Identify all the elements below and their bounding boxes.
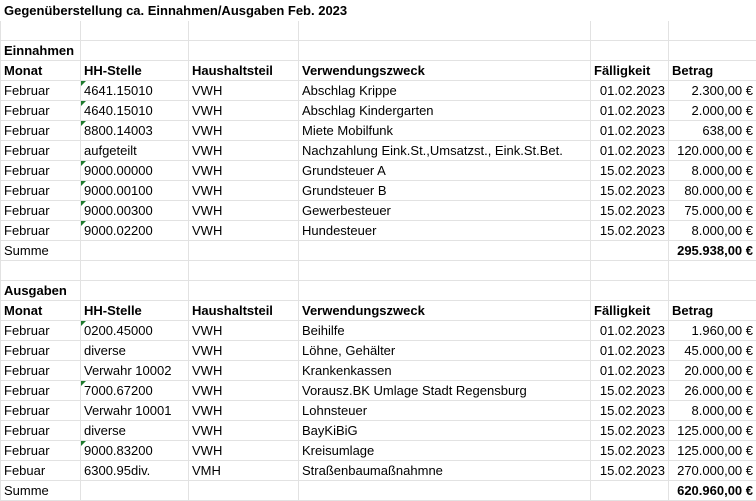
betrag-cell[interactable]: 270.000,00 € xyxy=(669,461,756,481)
haushaltsteil-cell[interactable]: VWH xyxy=(189,161,299,181)
table-row xyxy=(1,141,756,161)
section-label[interactable]: Einnahmen xyxy=(1,41,81,61)
sum-value[interactable]: 620.960,00 € xyxy=(669,481,756,501)
verwendungszweck-cell[interactable]: Nachzahlung Eink.St.,Umsatzst., Eink.St.Bet. xyxy=(299,141,591,161)
hh-stelle-cell[interactable] xyxy=(81,101,189,121)
faelligkeit-cell[interactable]: 15.02.2023 xyxy=(591,161,669,181)
verwendungszweck-cell[interactable]: Miete Mobilfunk xyxy=(299,121,591,141)
table-row xyxy=(1,121,756,141)
empty-cell[interactable] xyxy=(299,481,591,501)
table-row xyxy=(1,321,756,341)
verwendungszweck-cell[interactable]: Löhne, Gehälter xyxy=(299,341,591,361)
cell-text: 9000.00000 xyxy=(84,163,153,178)
faelligkeit-cell[interactable]: 01.02.2023 xyxy=(591,141,669,161)
section-label[interactable]: Ausgaben xyxy=(1,281,81,301)
hh-stelle-cell[interactable] xyxy=(81,221,189,241)
column-header[interactable]: Betrag xyxy=(669,301,756,321)
hh-stelle-cell[interactable] xyxy=(81,201,189,221)
betrag-cell[interactable]: 125.000,00 € xyxy=(669,421,756,441)
betrag-cell[interactable]: 1.960,00 € xyxy=(669,321,756,341)
faelligkeit-cell[interactable]: 15.02.2023 xyxy=(591,421,669,441)
month-cell[interactable]: Februar xyxy=(1,81,81,101)
empty-cell[interactable] xyxy=(591,41,669,61)
month-cell[interactable]: Februar xyxy=(1,201,81,221)
table-row xyxy=(1,401,756,421)
header-row xyxy=(1,61,756,81)
betrag-cell[interactable]: 8.000,00 € xyxy=(669,401,756,421)
faelligkeit-cell[interactable]: 15.02.2023 xyxy=(591,381,669,401)
month-cell[interactable]: Februar xyxy=(1,401,81,421)
empty-cell[interactable] xyxy=(81,481,189,501)
verwendungszweck-cell[interactable]: Straßenbaumaßnahmne xyxy=(299,461,591,481)
betrag-cell[interactable]: 2.300,00 € xyxy=(669,81,756,101)
month-cell[interactable]: Februar xyxy=(1,181,81,201)
table-row xyxy=(1,201,756,221)
empty-cell[interactable] xyxy=(189,41,299,61)
header-row xyxy=(1,301,756,321)
month-cell[interactable]: Februar xyxy=(1,221,81,241)
betrag-cell[interactable]: 120.000,00 € xyxy=(669,141,756,161)
comment-indicator-icon xyxy=(81,321,86,326)
empty-cell[interactable] xyxy=(81,241,189,261)
table-row xyxy=(1,381,756,401)
verwendungszweck-cell[interactable]: Abschlag Krippe xyxy=(299,81,591,101)
faelligkeit-cell[interactable]: 15.02.2023 xyxy=(591,181,669,201)
empty-cell[interactable] xyxy=(189,21,299,41)
hh-stelle-cell[interactable]: Verwahr 10001 xyxy=(81,401,189,421)
empty-cell[interactable] xyxy=(189,261,299,281)
cell-text: 8800.14003 xyxy=(84,123,153,138)
betrag-cell[interactable]: 2.000,00 € xyxy=(669,101,756,121)
empty-cell[interactable] xyxy=(189,241,299,261)
empty-cell[interactable] xyxy=(669,281,756,301)
haushaltsteil-cell[interactable]: VWH xyxy=(189,421,299,441)
cell-text: 4641.15010 xyxy=(84,83,153,98)
verwendungszweck-cell[interactable]: BayKiBiG xyxy=(299,421,591,441)
cell-text: 9000.02200 xyxy=(84,223,153,238)
spacer-row xyxy=(1,21,756,41)
haushaltsteil-cell[interactable]: VWH xyxy=(189,101,299,121)
hh-stelle-cell[interactable] xyxy=(81,441,189,461)
column-header[interactable]: HH-Stelle xyxy=(81,301,189,321)
empty-cell[interactable] xyxy=(591,21,669,41)
haushaltsteil-cell[interactable]: VWH xyxy=(189,141,299,161)
cell-text: 4640.15010 xyxy=(84,103,153,118)
column-header[interactable]: HH-Stelle xyxy=(81,61,189,81)
spacer-row xyxy=(1,261,756,281)
month-cell[interactable]: Februar xyxy=(1,101,81,121)
month-cell[interactable]: Februar xyxy=(1,441,81,461)
haushaltsteil-cell[interactable]: VWH xyxy=(189,321,299,341)
comment-indicator-icon xyxy=(81,201,86,206)
month-cell[interactable]: Februar xyxy=(1,161,81,181)
betrag-cell[interactable]: 125.000,00 € xyxy=(669,441,756,461)
table-row xyxy=(1,101,756,121)
empty-cell[interactable] xyxy=(299,241,591,261)
haushaltsteil-cell[interactable]: VWH xyxy=(189,401,299,421)
section-label-row xyxy=(1,41,756,61)
comment-indicator-icon xyxy=(81,101,86,106)
hh-stelle-cell[interactable] xyxy=(81,181,189,201)
table-row xyxy=(1,421,756,441)
empty-cell[interactable] xyxy=(669,41,756,61)
month-cell[interactable]: Februar xyxy=(1,381,81,401)
comment-indicator-icon xyxy=(81,221,86,226)
empty-cell[interactable] xyxy=(81,281,189,301)
verwendungszweck-cell[interactable]: Gewerbesteuer xyxy=(299,201,591,221)
empty-cell[interactable] xyxy=(299,41,591,61)
cell-text: 0200.45000 xyxy=(84,323,153,338)
haushaltsteil-cell[interactable]: VWH xyxy=(189,341,299,361)
faelligkeit-cell[interactable]: 01.02.2023 xyxy=(591,81,669,101)
hh-stelle-cell[interactable] xyxy=(81,161,189,181)
column-header[interactable]: Haushaltsteil xyxy=(189,301,299,321)
comment-indicator-icon xyxy=(81,381,86,386)
haushaltsteil-cell[interactable]: VMH xyxy=(189,461,299,481)
verwendungszweck-cell[interactable]: Abschlag Kindergarten xyxy=(299,101,591,121)
verwendungszweck-cell[interactable]: Beihilfe xyxy=(299,321,591,341)
table-row xyxy=(1,161,756,181)
betrag-cell[interactable]: 80.000,00 € xyxy=(669,181,756,201)
column-header[interactable]: Fälligkeit xyxy=(591,61,669,81)
sum-label[interactable]: Summe xyxy=(1,481,81,501)
empty-cell[interactable] xyxy=(1,21,81,41)
betrag-cell[interactable]: 8.000,00 € xyxy=(669,161,756,181)
empty-cell[interactable] xyxy=(299,281,591,301)
hh-stelle-cell[interactable]: aufgeteilt xyxy=(81,141,189,161)
verwendungszweck-cell[interactable]: Kreisumlage xyxy=(299,441,591,461)
column-header[interactable]: Verwendungszweck xyxy=(299,301,591,321)
comment-indicator-icon xyxy=(81,161,86,166)
hh-stelle-cell[interactable] xyxy=(81,381,189,401)
month-cell[interactable]: Februar xyxy=(1,361,81,381)
empty-cell[interactable] xyxy=(591,241,669,261)
cell-text: 9000.00300 xyxy=(84,203,153,218)
verwendungszweck-cell[interactable]: Vorausz.BK Umlage Stadt Regensburg xyxy=(299,381,591,401)
sum-row xyxy=(1,481,756,501)
empty-cell[interactable] xyxy=(591,261,669,281)
column-header[interactable]: Fälligkeit xyxy=(591,301,669,321)
section-label-row xyxy=(1,281,756,301)
haushaltsteil-cell[interactable]: VWH xyxy=(189,121,299,141)
empty-cell[interactable] xyxy=(189,481,299,501)
faelligkeit-cell[interactable]: 01.02.2023 xyxy=(591,121,669,141)
empty-cell[interactable] xyxy=(81,261,189,281)
betrag-cell[interactable]: 20.000,00 € xyxy=(669,361,756,381)
hh-stelle-cell[interactable] xyxy=(81,321,189,341)
haushaltsteil-cell[interactable]: VWH xyxy=(189,181,299,201)
hh-stelle-cell[interactable]: diverse xyxy=(81,421,189,441)
table-row xyxy=(1,221,756,241)
sum-value[interactable]: 295.938,00 € xyxy=(669,241,756,261)
month-cell[interactable]: Februar xyxy=(1,121,81,141)
empty-cell[interactable] xyxy=(189,281,299,301)
faelligkeit-cell[interactable]: 01.02.2023 xyxy=(591,101,669,121)
cell-text: 7000.67200 xyxy=(84,383,153,398)
empty-cell[interactable] xyxy=(299,21,591,41)
empty-cell[interactable] xyxy=(1,261,81,281)
faelligkeit-cell[interactable]: 01.02.2023 xyxy=(591,341,669,361)
table-row xyxy=(1,181,756,201)
betrag-cell[interactable]: 45.000,00 € xyxy=(669,341,756,361)
betrag-cell[interactable]: 8.000,00 € xyxy=(669,221,756,241)
table-row xyxy=(1,441,756,461)
haushaltsteil-cell[interactable]: VWH xyxy=(189,381,299,401)
betrag-cell[interactable]: 638,00 € xyxy=(669,121,756,141)
table-row xyxy=(1,341,756,361)
hh-stelle-cell[interactable]: Verwahr 10002 xyxy=(81,361,189,381)
empty-cell[interactable] xyxy=(669,21,756,41)
column-header[interactable]: Verwendungszweck xyxy=(299,61,591,81)
sum-label[interactable]: Summe xyxy=(1,241,81,261)
verwendungszweck-cell[interactable]: Lohnsteuer xyxy=(299,401,591,421)
empty-cell[interactable] xyxy=(591,481,669,501)
faelligkeit-cell[interactable]: 15.02.2023 xyxy=(591,201,669,221)
empty-cell[interactable] xyxy=(81,21,189,41)
month-cell[interactable]: Febuar xyxy=(1,461,81,481)
comment-indicator-icon xyxy=(81,441,86,446)
empty-cell[interactable] xyxy=(81,41,189,61)
month-cell[interactable]: Februar xyxy=(1,321,81,341)
hh-stelle-cell[interactable] xyxy=(81,121,189,141)
faelligkeit-cell[interactable]: 15.02.2023 xyxy=(591,441,669,461)
verwendungszweck-cell[interactable]: Grundsteuer B xyxy=(299,181,591,201)
faelligkeit-cell[interactable]: 15.02.2023 xyxy=(591,221,669,241)
sheet-title[interactable]: Gegenüberstellung ca. Einnahmen/Ausgaben Feb. 2023 xyxy=(4,3,348,18)
empty-cell[interactable] xyxy=(299,261,591,281)
table-row xyxy=(1,461,756,481)
haushaltsteil-cell[interactable]: VWH xyxy=(189,81,299,101)
faelligkeit-cell[interactable]: 01.02.2023 xyxy=(591,361,669,381)
haushaltsteil-cell[interactable]: VWH xyxy=(189,361,299,381)
cell-text: 9000.83200 xyxy=(84,443,153,458)
haushaltsteil-cell[interactable]: VWH xyxy=(189,221,299,241)
month-cell[interactable]: Februar xyxy=(1,341,81,361)
cell-text: 9000.00100 xyxy=(84,183,153,198)
haushaltsteil-cell[interactable]: VWH xyxy=(189,201,299,221)
betrag-cell[interactable]: 26.000,00 € xyxy=(669,381,756,401)
verwendungszweck-cell[interactable]: Hundesteuer xyxy=(299,221,591,241)
month-cell[interactable]: Februar xyxy=(1,141,81,161)
table-row xyxy=(1,81,756,101)
empty-cell[interactable] xyxy=(669,261,756,281)
haushaltsteil-cell[interactable]: VWH xyxy=(189,441,299,461)
faelligkeit-cell[interactable]: 15.02.2023 xyxy=(591,461,669,481)
comment-indicator-icon xyxy=(81,121,86,126)
column-header[interactable]: Monat xyxy=(1,301,81,321)
column-header[interactable]: Betrag xyxy=(669,61,756,81)
title-row xyxy=(1,1,756,21)
hh-stelle-cell[interactable]: 6300.95div. xyxy=(81,461,189,481)
table-row xyxy=(1,361,756,381)
column-header[interactable]: Monat xyxy=(1,61,81,81)
verwendungszweck-cell[interactable]: Krankenkassen xyxy=(299,361,591,381)
month-cell[interactable]: Februar xyxy=(1,421,81,441)
comment-indicator-icon xyxy=(81,81,86,86)
faelligkeit-cell[interactable]: 01.02.2023 xyxy=(591,321,669,341)
column-header[interactable]: Haushaltsteil xyxy=(189,61,299,81)
verwendungszweck-cell[interactable]: Grundsteuer A xyxy=(299,161,591,181)
empty-cell[interactable] xyxy=(591,281,669,301)
sum-row xyxy=(1,241,756,261)
hh-stelle-cell[interactable] xyxy=(81,81,189,101)
comment-indicator-icon xyxy=(81,181,86,186)
faelligkeit-cell[interactable]: 15.02.2023 xyxy=(591,401,669,421)
betrag-cell[interactable]: 75.000,00 € xyxy=(669,201,756,221)
hh-stelle-cell[interactable]: diverse xyxy=(81,341,189,361)
